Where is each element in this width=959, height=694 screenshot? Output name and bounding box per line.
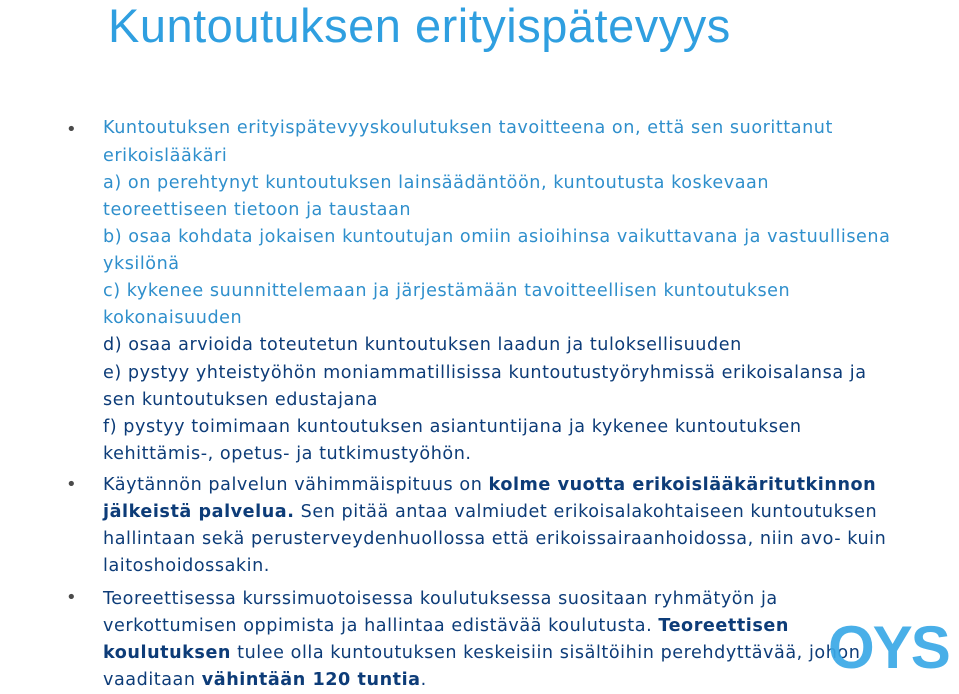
bullet-marker: • [66, 474, 77, 495]
text-line: e) pystyy yhteistyöhön moniammatillisissa kuntoutustyöryhmissä erikoisalansa ja [103, 363, 867, 383]
text-line: erikoislääkäri [103, 146, 228, 166]
text-run: Käytännön palvelun vähimmäispituus on [103, 475, 489, 495]
text-line: b) osaa kohdata jokaisen kuntoutujan omiin asioihinsa vaikuttavana ja vastuullisena [103, 227, 891, 247]
text-line: Kuntoutuksen erityispätevyyskoulutuksen tavoitteena on, että sen suorittanut [103, 118, 833, 138]
text-line: f) pystyy toimimaan kuntoutuksen asiantuntijana ja kykenee kuntoutuksen [103, 417, 802, 437]
text-line: Teoreettisessa kurssimuotoisessa koulutuksessa suositaan ryhmätyön ja [103, 589, 778, 609]
emphasis-text: jälkeistä palvelua. [103, 502, 295, 522]
bullet-marker: • [66, 119, 77, 140]
text-run: vaaditaan [103, 670, 202, 690]
text-run: tulee olla kuntoutuksen keskeisiin sisältöihin perehdyttävää, johon [231, 643, 861, 663]
emphasis-text: kolme vuotta erikoislääkäritutkinnon [488, 475, 877, 495]
text-line: teoreettiseen tietoon ja taustaan [103, 200, 412, 220]
bullet-marker: • [66, 587, 77, 608]
text-run: verkottumisen oppimista ja hallintaa edistävää koulutusta. [103, 616, 659, 636]
text-line: sen kuntoutuksen edustajana [103, 390, 378, 410]
oys-logo [826, 614, 959, 674]
text-line: yksilönä [103, 254, 180, 274]
text-line: laitoshoidossakin. [103, 556, 270, 576]
emphasis-text: vähintään 120 tuntia [201, 670, 421, 690]
emphasis-text: Teoreettisen [658, 616, 789, 636]
text-line: a) on perehtynyt kuntoutuksen lainsäädäntöön, kuntoutusta koskevaan [103, 173, 770, 193]
text-line [103, 640, 860, 667]
text-line: kokonaisuuden [103, 308, 243, 328]
logo-text: OYS [828, 614, 949, 674]
oys-logo-icon [826, 614, 959, 674]
text-run: Sen pitää antaa valmiudet erikoisalakohtaiseen kuntoutuksen [294, 502, 878, 522]
emphasis-text: koulutuksen [103, 643, 232, 663]
text-line [103, 613, 789, 640]
text-line: kehittämis-, opetus- ja tutkimustyöhön. [103, 444, 472, 464]
text-line [103, 499, 877, 526]
text-line: d) osaa arvioida toteutetun kuntoutuksen laadun ja tuloksellisuuden [103, 335, 742, 355]
text-line [103, 472, 876, 499]
slide-title: Kuntoutuksen erityispätevyys [108, 0, 731, 52]
text-line: hallintaan sekä perusterveydenhuollossa että erikoissairaanhoidossa, niin avo- kuin [103, 529, 887, 549]
text-run: . [420, 670, 427, 690]
text-line [103, 667, 427, 694]
text-line: c) kykenee suunnittelemaan ja järjestämään tavoitteellisen kuntoutuksen [103, 281, 791, 301]
